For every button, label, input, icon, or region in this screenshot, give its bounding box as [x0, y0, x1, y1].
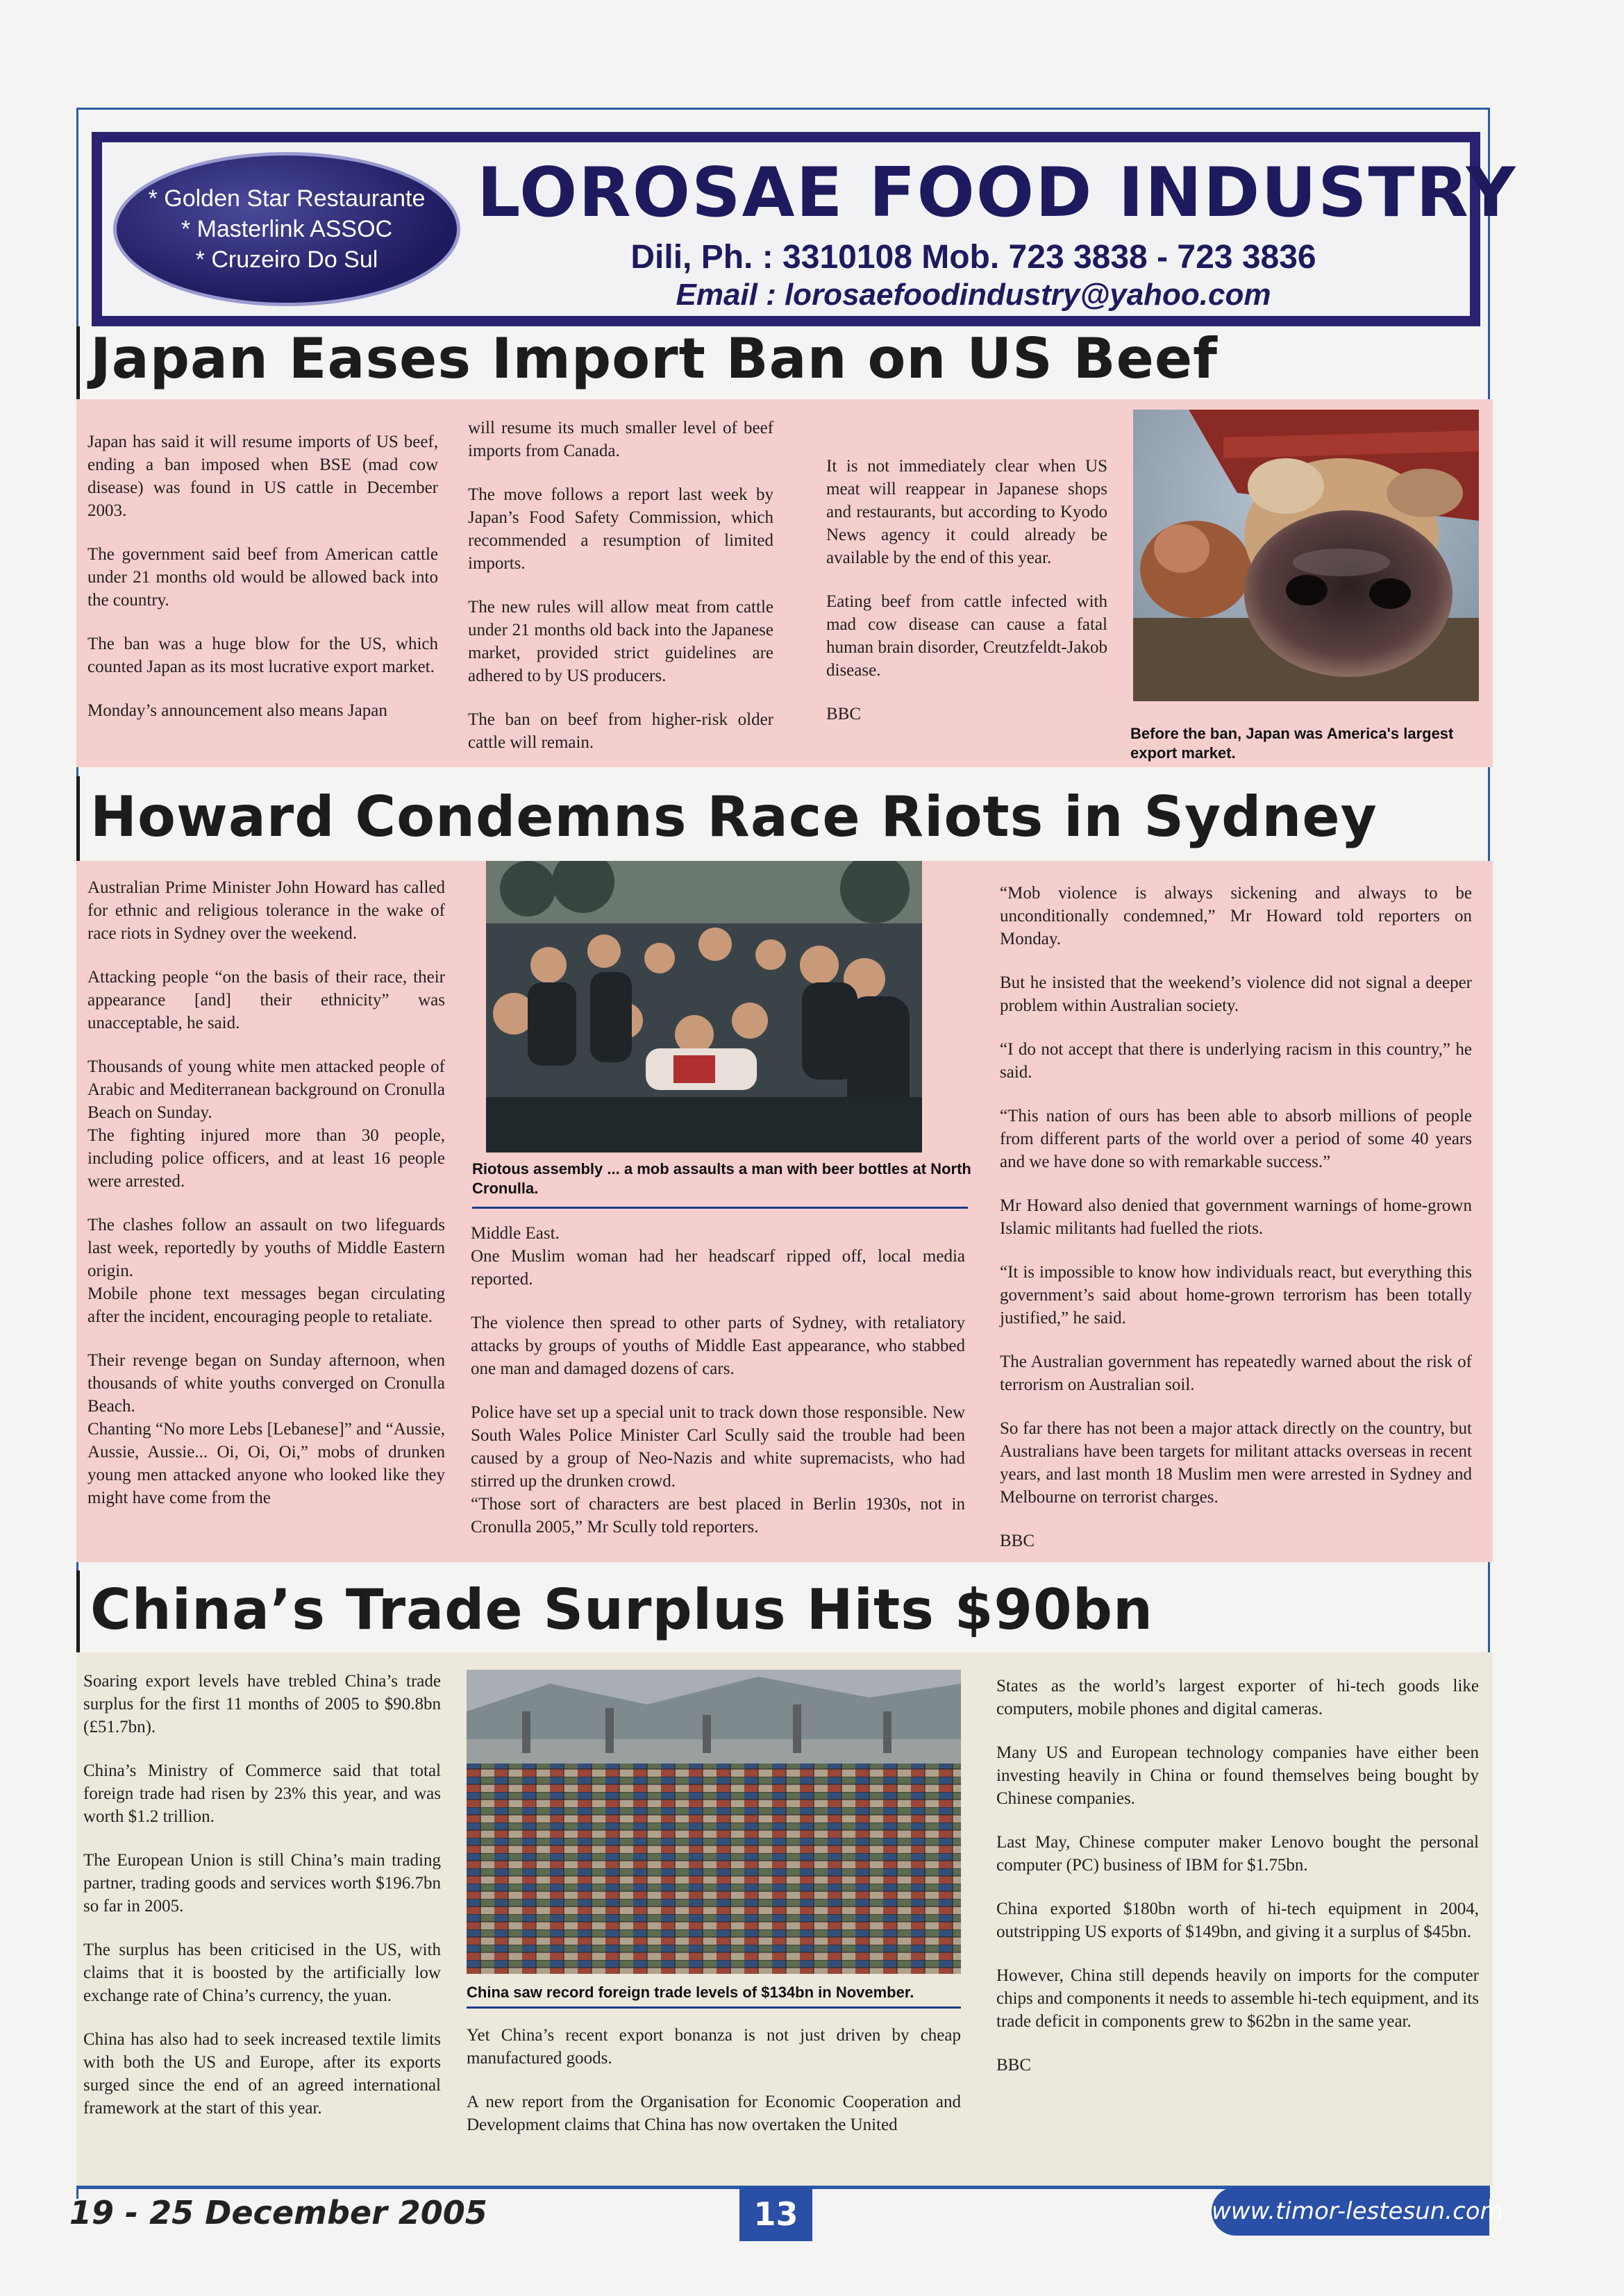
paragraph: China’s Ministry of Commerce said that total foreign trade had risen by 23% this year, and was worth $1.2 trillion.: [83, 1761, 441, 1826]
advertisement-email: Email : lorosaefoodindustry@yahoo.com: [676, 278, 1271, 312]
article-column: [471, 1222, 965, 1539]
article-column: [87, 876, 445, 1509]
photo-caption: Riotous assembly ... a mob assaults a man with beer bottles at North Cronulla.: [472, 1160, 971, 1197]
paragraph: The ban was a huge blow for the US, which counted Japan as its most lucrative export market.: [87, 635, 438, 676]
caption-rule: [467, 2006, 961, 2009]
byline: BBC: [826, 705, 862, 723]
paragraph: “I do not accept that there is underlying racism in this country,” he said.: [1000, 1040, 1472, 1082]
article-column: [1000, 882, 1472, 1552]
article-column: [83, 1670, 441, 2120]
riot-photo: [486, 861, 922, 1153]
caption-rule: [472, 1207, 968, 1209]
paragraph: States as the world’s largest exporter of hi-tech goods like computers, mobile phones and digital cameras.: [996, 1677, 1479, 1718]
container-port-photo: [467, 1670, 961, 1974]
section-bar: [76, 1570, 80, 1661]
paragraph: The European Union is still China’s main trading partner, trading goods and services worth $196.7bn so far in 2005.: [83, 1851, 441, 1916]
paragraph: Mobile phone text messages began circulating after the incident, encouraging people to retaliate.: [87, 1284, 445, 1326]
paragraph: Soaring export levels have trebled China’s trade surplus for the first 11 months of 2005 to $90.8bn (£51.7bn).: [83, 1672, 441, 1736]
website-link[interactable]: www.timor-lestesun.com: [1212, 2187, 1489, 2236]
oval-line: * Golden Star Restaurante: [148, 185, 426, 212]
paragraph: Mr Howard also denied that government warnings of home-grown Islamic militants had fuelled the riots.: [1000, 1196, 1472, 1238]
byline: BBC: [1000, 1532, 1035, 1550]
paragraph: Eating beef from cattle infected with mad cow disease can cause a fatal human brain disorder, Creutzfeldt-Jakob disease.: [826, 592, 1107, 680]
paragraph: The government said beef from American cattle under 21 months old would be allowed back into the country.: [87, 545, 438, 610]
paragraph: So far there has not been a major attack directly on the country, but Australians have been targets for militant attacks overseas in recent years, and last month 18 Muslim men were arrested in Sydney and Melbourne on terrorist charges.: [1000, 1419, 1472, 1507]
paragraph: Thousands of young white men attacked people of Arabic and Mediterranean background on Cronulla Beach on Sunday.: [87, 1057, 445, 1122]
paragraph: China has also had to seek increased textile limits with both the US and Europe, after its exports surged since the end of an agreed international framework at the start of this year.: [83, 2030, 441, 2118]
issue-date: 19 - 25 December 2005: [69, 2194, 487, 2231]
paragraph: “It is impossible to know how individuals react, but everything this government’s said about home-grown terrorism has been totally justified,” he said.: [1000, 1263, 1472, 1327]
article-column: [468, 417, 773, 754]
page-number: 13: [739, 2187, 812, 2241]
photo-caption: Before the ban, Japan was America's largest export market.: [1130, 725, 1454, 762]
advertisement-phone: Dili, Ph. : 3310108 Mob. 723 3838 - 723 3836: [630, 239, 1316, 276]
paragraph: Middle East.: [471, 1224, 560, 1243]
paragraph: The Australian government has repeatedly warned about the risk of terrorism on Australian soil.: [1000, 1352, 1472, 1394]
paragraph: The ban on beef from higher-risk older cattle will remain.: [468, 710, 773, 752]
paragraph: will resume its much smaller level of beef imports from Canada.: [468, 419, 773, 460]
paragraph: One Muslim woman had her headscarf ripped off, local media reported.: [471, 1247, 965, 1289]
paragraph: The move follows a report last week by Japan’s Food Safety Commission, which recommended a resumption of limited imports.: [468, 485, 773, 573]
advertisement-inner: [100, 140, 1517, 318]
oval-line: * Cruzeiro Do Sul: [195, 246, 378, 273]
paragraph: Attacking people “on the basis of their race, their appearance [and] their ethnicity” was unacceptable, he said.: [87, 968, 445, 1032]
article-column: [87, 430, 438, 722]
byline: BBC: [996, 2056, 1032, 2075]
photo-caption: China saw record foreign trade levels of $134bn in November.: [467, 1984, 914, 2001]
advertisement-title: LOROSAE FOOD INDUSTRY: [477, 153, 1517, 233]
paragraph: Their revenge began on Sunday afternoon, when thousands of white youths converged on Cronulla Beach.: [87, 1351, 445, 1416]
article-column: [467, 2024, 961, 2136]
paragraph: China exported $180bn worth of hi-tech equipment in 2004, outstripping US exports of $149bn, and giving it a surplus of $45bn.: [996, 1900, 1479, 1941]
paragraph: Many US and European technology companies have either been investing heavily in China or found themselves being bought by Chinese companies.: [996, 1743, 1479, 1808]
paragraph: A new report from the Organisation for Economic Cooperation and Development claims that China has now overtaken the United: [467, 2093, 961, 2134]
paragraph: “Mob violence is always sickening and always to be unconditionally condemned,” Mr Howard told reporters on Monday.: [1000, 884, 1472, 948]
paragraph: The new rules will allow meat from cattle under 21 months old back into the Japanese market, provided strict guidelines are adhered to by US producers.: [468, 598, 773, 685]
oval-line: * Masterlink ASSOC: [181, 216, 393, 242]
paragraph: The surplus has been criticised in the US, with claims that it is boosted by the artificially low exchange rate of China’s currency, the yuan.: [83, 1941, 441, 2005]
headline-howard: Howard Condemns Race Riots in Sydney: [90, 785, 1378, 849]
paragraph: Last May, Chinese computer maker Lenovo bought the personal computer (PC) business of IBM for $1.75bn.: [996, 1833, 1479, 1875]
advertisement-banner: [92, 132, 1517, 326]
cow-photo: [1133, 410, 1479, 701]
paragraph: However, China still depends heavily on imports for the computer chips and components it needs to assemble hi-tech equipment, and its trade deficit in components grew to $62bn in the same year.: [996, 1966, 1479, 2031]
article-column: [996, 1675, 1479, 2077]
paragraph: Australian Prime Minister John Howard has called for ethnic and religious tolerance in the wake of race riots in Sydney over the weekend.: [87, 878, 445, 943]
article-column: [826, 455, 1107, 726]
paragraph: Chanting “No more Lebs [Lebanese]” and “Aussie, Aussie, Aussie... Oi, Oi, Oi,” mobs of drunken young men attacked anyone who looked like they might have come from the: [87, 1420, 445, 1507]
paragraph: Monday’s announcement also means Japan: [87, 701, 387, 720]
paragraph: It is not immediately clear when US meat will reappear in Japanese shops and restaurants, but according to Kyodo News agency it could already be available by the end of this year.: [826, 457, 1107, 567]
paragraph: Yet China’s recent export bonanza is not just driven by cheap manufactured goods.: [467, 2026, 961, 2068]
paragraph: “This nation of ours has been able to absorb millions of people from different parts of the world over a period of some 40 years and we have done so with remarkable success.”: [1000, 1107, 1472, 1171]
headline-china: China’s Trade Surplus Hits $90bn: [90, 1577, 1153, 1642]
paragraph: But he insisted that the weekend’s violence did not signal a deeper problem within Australian society.: [1000, 973, 1472, 1015]
paragraph: Police have set up a special unit to track down those responsible. New South Wales Police Minister Carl Scully said the trouble had been caused by a group of Neo-Nazis and white supremacists, who had stirred up the drunken crowd.: [471, 1403, 965, 1491]
paragraph: The fighting injured more than 30 people, including police officers, and at least 16 people were arrested.: [87, 1126, 445, 1191]
paragraph: “Those sort of characters are best placed in Berlin 1930s, not in Cronulla 2005,” Mr Scully told reporters.: [471, 1495, 965, 1536]
advertisement-oval: [113, 152, 460, 306]
paragraph: The violence then spread to other parts of Sydney, with retaliatory attacks by groups of youths of Middle East appearance, who stabbed one man and damaged dozens of cars.: [471, 1314, 965, 1378]
headline-japan: Japan Eases Import Ban on US Beef: [90, 326, 1218, 391]
paragraph: Japan has said it will resume imports of US beef, ending a ban imposed when BSE (mad cow disease) was found in US cattle in December 2003.: [87, 433, 438, 520]
paragraph: The clashes follow an assault on two lifeguards last week, reportedly by youths of Middle Eastern origin.: [87, 1216, 445, 1280]
